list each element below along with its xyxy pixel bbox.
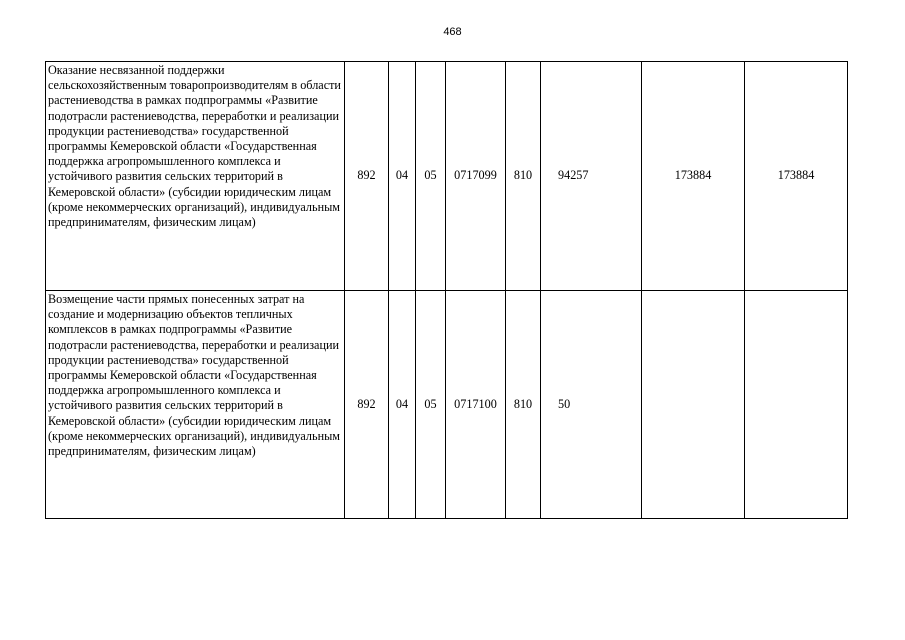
row-expense-type-code: 810 (506, 291, 541, 519)
table-row (46, 62, 848, 291)
row-section-code: 04 (389, 291, 416, 519)
row-amount-year-1: 94257 (541, 62, 642, 291)
row-department-code: 892 (345, 62, 389, 291)
row-subsection-code: 05 (416, 62, 446, 291)
row-target-article-code: 0717100 (446, 291, 506, 519)
row-description: Возмещение части прямых понесенных затрат на создание и модернизацию объектов тепличных комплексов в рамках подпрограммы «Развитие подотрасли растениеводства, переработки и реализации продукции растениеводства» государственной программы Кемеровской области «Государственная поддержка агропромышленного комплекса и устойчивого развития сельских территорий в Кемеровской области» (субсидии юридическим лицам (кроме некоммерческих организаций), индивидуальным предпринимателям, физическим лицам) (46, 291, 345, 519)
page-number: 468 (443, 26, 462, 38)
row-amount-year-3: 173884 (745, 62, 848, 291)
row-subsection-code: 05 (416, 291, 446, 519)
row-section-code: 04 (389, 62, 416, 291)
row-description: Оказание несвязанной поддержки сельскохозяйственным товаропроизводителям в области растениеводства в рамках подпрограммы «Развитие подотрасли растениеводства, переработки и реализации продукции растениеводства» государственной программы Кемеровской области «Государственная поддержка агропромышленного комплекса и устойчивого развития сельских территорий в Кемеровской области» (субсидии юридическим лицам (кроме некоммерческих организаций), индивидуальным предпринимателям, физическим лицам) (46, 62, 345, 291)
budget-table (45, 61, 848, 519)
row-amount-year-1: 50 (541, 291, 642, 519)
row-amount-year-2: 173884 (642, 62, 745, 291)
row-expense-type-code: 810 (506, 62, 541, 291)
row-department-code: 892 (345, 291, 389, 519)
row-target-article-code: 0717099 (446, 62, 506, 291)
row-amount-year-2 (642, 291, 745, 519)
table-row (46, 291, 848, 519)
row-amount-year-3 (745, 291, 848, 519)
